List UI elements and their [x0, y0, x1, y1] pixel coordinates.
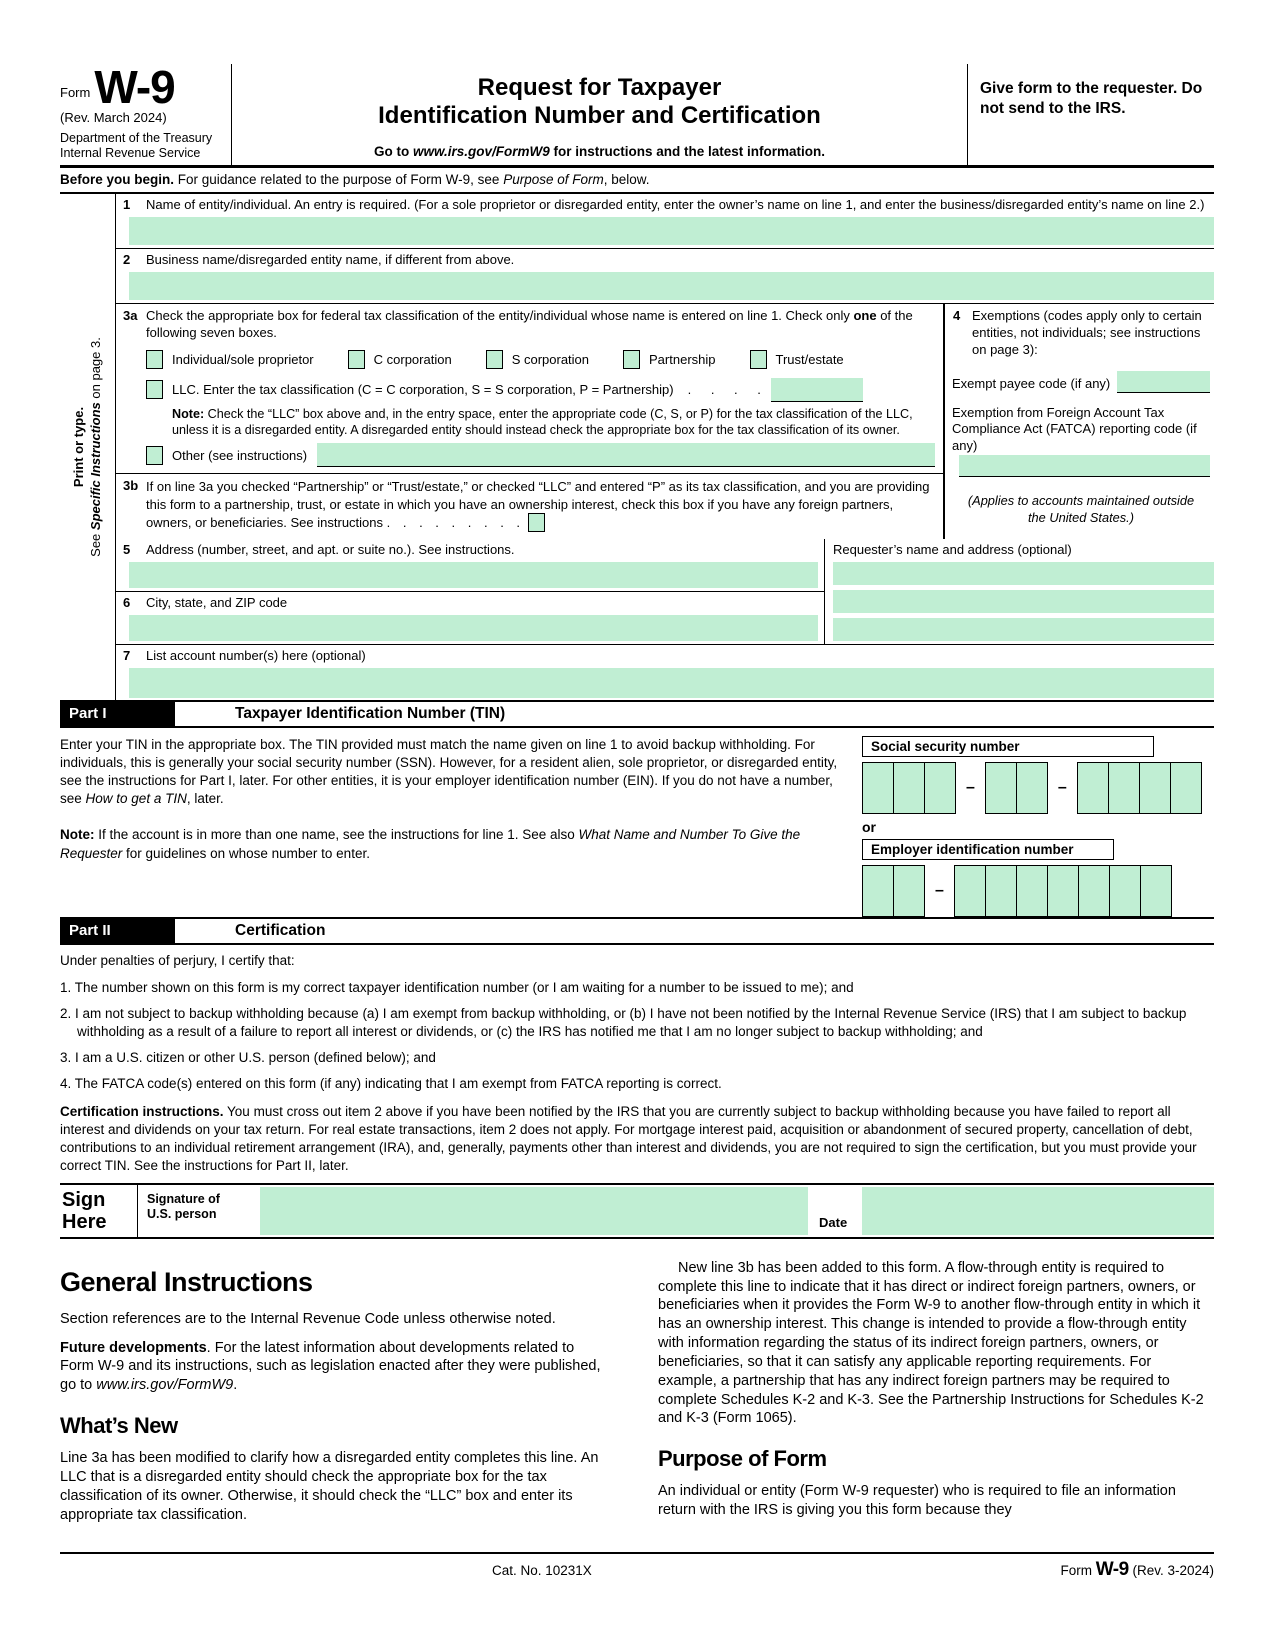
- line-3a-label-post: of the following seven boxes.: [146, 307, 913, 340]
- part1-body: [60, 728, 1214, 917]
- line-2-business-name-input[interactable]: [129, 272, 1214, 300]
- signature-input[interactable]: [260, 1187, 808, 1235]
- section-references-paragraph: Section references are to the Internal Revenue Code unless otherwise noted.: [60, 1310, 556, 1327]
- ein-digit-box[interactable]: [893, 865, 925, 917]
- line-3-and-4-row: [116, 304, 1214, 540]
- purpose-of-form-heading: Purpose of Form: [658, 1446, 827, 1472]
- or-label: or: [862, 819, 876, 836]
- part2-body: [60, 945, 1214, 1175]
- form-number-line: [60, 61, 225, 113]
- general-instructions-section: [60, 1243, 1214, 1535]
- tin-entry-area: [862, 728, 1214, 917]
- ssn-digit-box[interactable]: [924, 762, 956, 814]
- line-1-label-row: [116, 197, 1214, 214]
- future-developments-bold: Future developments: [60, 1339, 207, 1356]
- future-developments-text: . For the latest information about developments related to Form W-9 and its instructions, such as legislation enacted after they were published, go to: [60, 1339, 601, 1394]
- requester-input-1[interactable]: [833, 562, 1214, 585]
- fatca-input-line: [952, 455, 1210, 477]
- label-s-corporation: S corporation: [511, 351, 590, 367]
- future-developments-tail: .: [233, 1377, 238, 1394]
- llc-dot-leader: . . . .: [687, 382, 761, 398]
- part1-note-bold: Note:: [60, 827, 95, 843]
- line-5-6-column: [116, 539, 825, 644]
- exempt-payee-row: [952, 371, 1210, 393]
- part1-p1: Enter your TIN in the appropriate box. The TIN provided must match the name given on line 1 to avoid backup withholding. For individuals, this is generally your social security number (SSN). However, for a resident alien, sole proprietor, or disregarded entity, see the instructions for Part I, later. For other entities, it is your employer identification number (EIN). If you do not have a number, see: [60, 737, 838, 807]
- sign-here-label: [60, 1185, 138, 1237]
- line-7-row: [116, 645, 1214, 698]
- line-5-label: Address (number, street, and apt. or suite no.). See instructions.: [146, 542, 515, 558]
- checkbox-partnership[interactable]: [623, 350, 640, 369]
- signature-of-line2: U.S. person: [147, 1207, 217, 1222]
- classification-c-corp: [348, 350, 452, 369]
- ssn-digit-box[interactable]: [1139, 762, 1171, 814]
- ssn-dash: –: [1057, 779, 1067, 797]
- ssn-digit-box[interactable]: [1108, 762, 1140, 814]
- line-6-row: [116, 592, 824, 641]
- form-content: [60, 61, 1214, 1586]
- line-3b-change-paragraph: New line 3b has been added to this form. A flow-through entity is required to complete this line to indicate that it has direct or indirect foreign partners, owners, or beneficiaries when it provides the Form W-9 to another flow-through entity in which it has an ownership interest. This change is intended to provide a flow-through entity with information regarding the status of its indirect foreign partners, owners, or beneficiaries, so that it can satisfy any applicable reporting requirements. For example, a partnership that has any indirect foreign partners may be required to complete Schedules K-2 and K-3. See the Partnership Instructions for Schedules K-2 and K-3 (Form 1065).: [658, 1259, 1204, 1427]
- line-6-label: City, state, and ZIP code: [146, 595, 288, 611]
- footer-form-number: W-9: [1095, 1559, 1129, 1581]
- line-4-number: 4: [953, 307, 961, 323]
- line-4-exemptions-column: [944, 304, 1214, 540]
- line-3a-label-row: [116, 308, 943, 342]
- form-title: [242, 74, 957, 131]
- form-id-block: [60, 61, 232, 165]
- part1-paragraph: [60, 736, 846, 808]
- line-4-label: Exemptions (codes apply only to certain entities, not individuals; see instructions on page 3):: [972, 307, 1202, 357]
- goto-line: [242, 144, 957, 159]
- checkbox-s-corporation[interactable]: [486, 350, 503, 369]
- line-2-number: 2: [123, 251, 131, 267]
- goto-prefix: Go to: [373, 143, 413, 159]
- sidebar-line2-prefix: See: [87, 530, 103, 557]
- ein-digit-box[interactable]: [862, 865, 894, 917]
- purpose-of-form-paragraph: An individual or entity (Form W-9 requester) who is required to file an information return with the IRS is giving you this form because they: [658, 1483, 1176, 1519]
- fatca-label: Exemption from Foreign Account Tax Compliance Act (FATCA) reporting code (if any): [952, 404, 1197, 454]
- label-partnership: Partnership: [649, 351, 716, 367]
- checkbox-3b-foreign-partners[interactable]: [528, 513, 545, 532]
- department-block: [60, 131, 225, 161]
- ein-label-box: Employer identification number: [862, 839, 1114, 860]
- print-or-type-sidebar: [60, 194, 116, 700]
- part1-note-italic: What Name and Number To Give the Requester: [60, 827, 801, 861]
- classification-checkbox-row: [146, 350, 943, 369]
- llc-row: [146, 378, 943, 402]
- ssn-digit-box[interactable]: [1016, 762, 1048, 814]
- line-3b-number: 3b: [123, 478, 139, 494]
- footer-revision: (Rev. 3-2024): [1132, 1563, 1214, 1579]
- line-2-label: Business name/disregarded entity name, if different from above.: [146, 251, 515, 267]
- checkbox-individual-sole-proprietor[interactable]: [146, 350, 163, 369]
- department-line: Department of the Treasury: [60, 131, 213, 146]
- line-3a-section: [116, 304, 943, 468]
- ein-digit-box[interactable]: [1140, 865, 1172, 917]
- label-trust-estate: Trust/estate: [775, 351, 844, 367]
- other-label: Other (see instructions): [172, 447, 308, 463]
- classification-s-corp: [486, 350, 589, 369]
- checkbox-c-corporation[interactable]: [348, 350, 365, 369]
- certification-instructions-text: You must cross out item 2 above if you have been notified by the IRS that you are currently subject to backup withholding because you have failed to report all interest and dividends on your tax return. For real estate transactions, item 2 does not apply. For mortgage interest paid, acquisition or abandonment of secured property, cancellation of debt, contributions to an individual retirement arrangement (IRA), and, generally, payments other than interest and dividends, you are not required to sign the certification, but you must provide your correct TIN. See the instructions for Part II, later.: [60, 1103, 1197, 1173]
- ein-input-group: [862, 865, 1214, 917]
- classification-partnership: [623, 350, 715, 369]
- llc-label: LLC. Enter the tax classification (C = C corporation, S = S corporation, P = Partnership): [172, 382, 674, 398]
- sidebar-line2-suffix: on page 3.: [87, 337, 103, 403]
- applies-note: (Applies to accounts maintained outside the United States.): [967, 493, 1195, 525]
- line-7-label-row: [116, 648, 1214, 665]
- requester-column: [825, 539, 1214, 644]
- certification-instructions-bold: Certification instructions.: [60, 1103, 224, 1119]
- whats-new-paragraph: Line 3a has been modified to clarify how a disregarded entity completes this line. An LLC that is a disregarded entity should check the appropriate box for the tax classification of its owner. Otherwise, it should check the “LLC” box and enter its appropriate tax classification.: [60, 1450, 599, 1523]
- form-header: [60, 61, 1214, 168]
- sign-word: Sign: [62, 1188, 106, 1211]
- certification-intro: Under penalties of perjury, I certify that:: [60, 953, 295, 969]
- part2-title: Certification: [235, 922, 326, 940]
- line-5-label-row: [116, 542, 824, 559]
- date-label: Date: [819, 1214, 848, 1230]
- form-title-line2: Identification Number and Certification: [378, 102, 821, 130]
- line-5-number: 5: [123, 542, 131, 558]
- llc-note-text: Check the “LLC” box above and, in the entry space, enter the appropriate code (C, S, or P) for the tax classification of the LLC, unless it is a disregarded entity. A disregarded entity should instead check the appropriate box for the tax classification of its owner.: [172, 406, 913, 438]
- instructions-left-column: [60, 1243, 612, 1535]
- ein-digit-box[interactable]: [954, 865, 986, 917]
- certification-item-2: 2. I am not subject to backup withholding because (a) I am exempt from backup withholding, or (b) I have not been notified by the Internal Revenue Service (IRS) that I am subject to backup withholding as a result of a failure to report all interest or dividends, or (c) the IRS has notified me that I am no longer subject to backup withholding; and: [60, 1006, 1187, 1039]
- checkbox-llc[interactable]: [146, 380, 163, 399]
- label-individual-sole-proprietor: Individual/sole proprietor: [172, 351, 314, 367]
- sign-here-row: [60, 1183, 1214, 1239]
- line-6-number: 6: [123, 595, 131, 611]
- ssn-digit-box[interactable]: [1077, 762, 1109, 814]
- certification-item-4: 4. The FATCA code(s) entered on this form (if any) indicating that I am exempt from FATCA reporting is correct.: [60, 1075, 722, 1091]
- line-3b-dot-leader: . . . . . . . . .: [386, 515, 521, 531]
- future-developments-url[interactable]: www.irs.gov/FormW9: [96, 1377, 234, 1394]
- part2-tag: Part II: [60, 919, 175, 943]
- line-3b-text: If on line 3a you checked “Partnership” or “Trust/estate,” or checked “LLC” and entered “P” as its tax classification, and you are providing this form to a partnership, trust, or estate in which you have an ownership interest, check this box if you have any foreign partners, owners, or beneficiaries. See instructions: [146, 479, 930, 531]
- future-developments-paragraph: [60, 1339, 612, 1396]
- exempt-payee-label: Exempt payee code (if any): [952, 375, 1111, 391]
- before-italic: Purpose of Form: [503, 172, 604, 188]
- line-4-label-row: [952, 308, 1210, 359]
- part1-p1-italic: How to get a TIN: [85, 791, 187, 807]
- part1-note: [60, 826, 846, 862]
- ssn-dash: –: [966, 779, 975, 797]
- ein-dash: –: [935, 882, 944, 900]
- form-word: Form: [60, 85, 91, 100]
- line-3a-label-bold: one: [853, 307, 877, 323]
- fatca-block: [952, 405, 1210, 478]
- give-form-note: Give form to the requester. Do not send to the IRS.: [980, 80, 1203, 118]
- agency-line: Internal Revenue Service: [60, 146, 201, 161]
- part1-header: [60, 700, 1214, 728]
- goto-suffix: for instructions and the latest information.: [549, 143, 826, 159]
- instructions-right-column: [612, 1243, 1214, 1535]
- fatca-line: [952, 405, 1210, 456]
- ssn-digit-box[interactable]: [1170, 762, 1202, 814]
- part1-tag: Part I: [60, 702, 175, 726]
- other-input[interactable]: [317, 443, 935, 467]
- label-c-corporation: C corporation: [373, 351, 452, 367]
- line-1-number: 1: [123, 197, 131, 213]
- before-tail: , below.: [603, 172, 650, 188]
- line-1-row: [116, 194, 1214, 249]
- footer-form-id: [1060, 1559, 1214, 1581]
- requester-input-3[interactable]: [833, 618, 1214, 641]
- before-text: For guidance related to the purpose of Form W-9, see: [174, 172, 504, 188]
- before-bold: Before you begin.: [60, 172, 175, 188]
- line-6-label-row: [116, 595, 824, 612]
- catalog-number: Cat. No. 10231X: [492, 1563, 592, 1579]
- ssn-input-group: [862, 762, 1214, 814]
- line-3-column: [116, 304, 944, 540]
- ssn-digit-box[interactable]: [893, 762, 925, 814]
- line-3b-section: [116, 473, 943, 539]
- line-7-label: List account number(s) here (optional): [146, 648, 366, 664]
- form-title-line1: Request for Taxpayer: [477, 74, 722, 101]
- checkbox-other[interactable]: [146, 446, 163, 465]
- general-instructions-heading: General Instructions: [60, 1266, 313, 1297]
- form-number: W-9: [94, 61, 175, 113]
- line-1-label: Name of entity/individual. An entry is required. (For a sole proprietor or disregarded entity, enter the owner’s name on line 1, and enter the business/disregarded entity’s name on line 2.): [146, 197, 1205, 213]
- classification-individual: [146, 350, 314, 369]
- ein-digit-box[interactable]: [985, 865, 1017, 917]
- part1-note-tail: for guidelines on whose number to enter.: [122, 845, 370, 861]
- line-3b-text-wrap: [146, 478, 943, 532]
- sidebar-line1: Print or type.: [70, 407, 86, 488]
- exempt-payee-code-input[interactable]: [1117, 371, 1210, 393]
- part1-title: Taxpayer Identification Number (TIN): [235, 705, 506, 723]
- date-input[interactable]: [862, 1187, 1214, 1235]
- requester-label: Requester’s name and address (optional): [833, 542, 1072, 558]
- line-5-row: [116, 539, 824, 592]
- line-5-6-row: [116, 539, 1214, 645]
- form-fields-box: [60, 194, 1214, 700]
- certification-instructions: [60, 1103, 1214, 1175]
- line-7-number: 7: [123, 648, 131, 664]
- line-3a-label: [146, 308, 943, 342]
- goto-url[interactable]: www.irs.gov/FormW9: [412, 143, 550, 159]
- other-row: [146, 443, 943, 467]
- part1-p1-tail: , later.: [186, 791, 224, 807]
- ein-digit-box[interactable]: [1047, 865, 1079, 917]
- footer-form-word: Form: [1060, 1563, 1092, 1579]
- sidebar-line2: [88, 202, 105, 692]
- before-you-begin: [60, 168, 1214, 194]
- sidebar-text: [71, 202, 105, 692]
- part1-note-text: If the account is in more than one name, see the instructions for line 1. See also: [94, 827, 579, 843]
- line-3a-number: 3a: [123, 307, 138, 323]
- requester-input-2[interactable]: [833, 590, 1214, 613]
- line-5-address-input[interactable]: [129, 562, 818, 588]
- whats-new-heading: What’s New: [60, 1413, 178, 1439]
- ein-digit-box[interactable]: [1078, 865, 1110, 917]
- fatca-code-input[interactable]: [959, 455, 1210, 477]
- ein-digit-box[interactable]: [1109, 865, 1141, 917]
- page-footer: [60, 1552, 1214, 1586]
- line-7-account-numbers-input[interactable]: [129, 668, 1214, 698]
- ein-digit-box[interactable]: [1016, 865, 1048, 917]
- signature-of-label: [138, 1185, 260, 1237]
- ssn-label-box: Social security number: [862, 736, 1154, 757]
- line-6-city-state-zip-input[interactable]: [129, 615, 818, 641]
- classification-trust-estate: [750, 350, 844, 369]
- certification-item-1: 1. The number shown on this form is my correct taxpayer identification number (or I am waiting for a number to be issued to me); and: [60, 980, 854, 996]
- signature-of-line1: Signature of: [147, 1191, 220, 1206]
- form-title-block: [232, 64, 968, 165]
- part2-header: [60, 917, 1214, 945]
- line-2-row: [116, 249, 1214, 304]
- llc-note: [172, 406, 943, 439]
- llc-note-bold: Note:: [172, 406, 205, 421]
- form-lines: [116, 194, 1214, 700]
- ssn-digit-box[interactable]: [862, 762, 894, 814]
- line-1-name-input[interactable]: [129, 217, 1214, 245]
- line-3a-label-pre: Check the appropriate box for federal tax classification of the entity/individual whose name is entered on line 1. Check only: [146, 307, 854, 323]
- llc-classification-input[interactable]: [771, 378, 863, 402]
- part1-text: [60, 728, 862, 917]
- sidebar-line2-italic: Specific Instructions: [87, 402, 103, 531]
- certification-item-3: 3. I am a U.S. citizen or other U.S. person (defined below); and: [60, 1049, 436, 1065]
- ssn-digit-box[interactable]: [985, 762, 1017, 814]
- line-2-label-row: [116, 252, 1214, 269]
- checkbox-trust-estate[interactable]: [750, 350, 767, 369]
- form-revision: (Rev. March 2024): [60, 110, 167, 126]
- here-word: Here: [62, 1210, 107, 1233]
